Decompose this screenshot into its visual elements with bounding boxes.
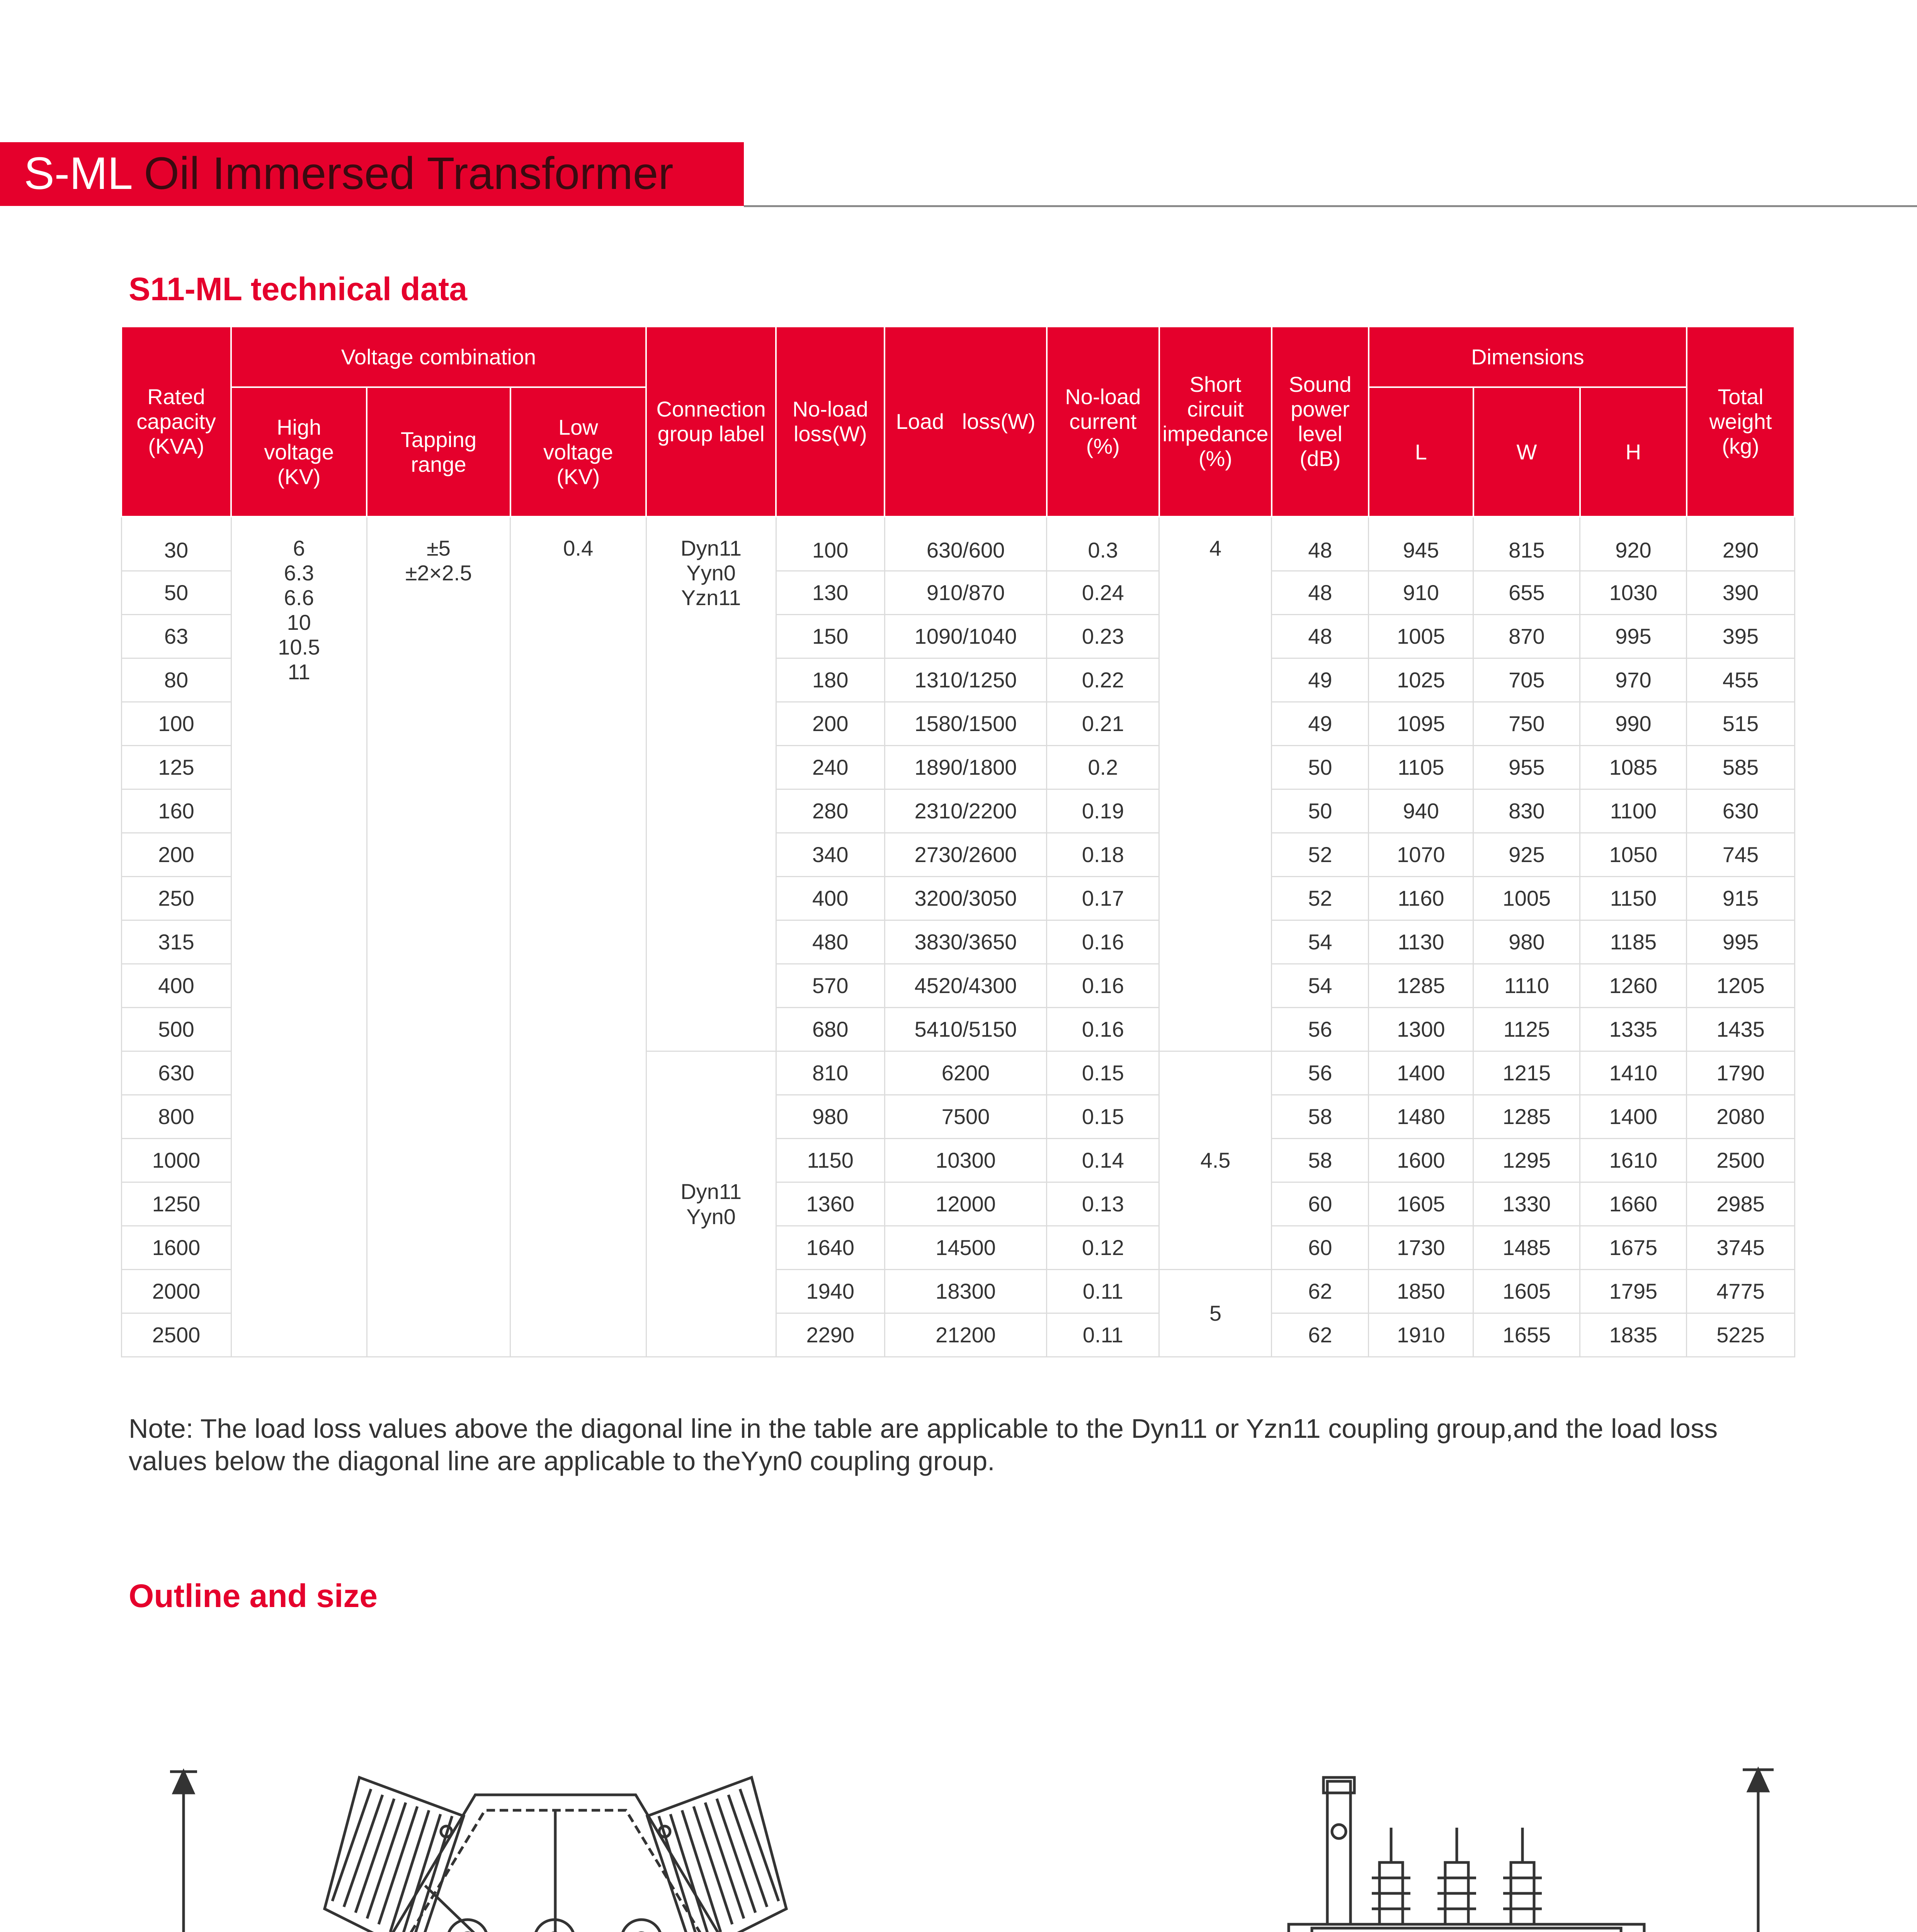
table-cell: 1100 (1580, 789, 1687, 833)
table-cell: 980 (776, 1095, 885, 1138)
outline-heading: Outline and size (129, 1578, 378, 1614)
cell-line: (KVA) (148, 434, 204, 458)
table-cell: 1085 (1580, 745, 1687, 789)
table-cell: 1185 (1580, 920, 1687, 964)
cell-line: (KV) (556, 464, 600, 489)
table-cell: 990 (1580, 702, 1687, 745)
table-cell: 1295 (1473, 1138, 1580, 1182)
table-cell: 0.15 (1047, 1095, 1159, 1138)
cell-line: ±5 (427, 536, 451, 560)
table-cell: 1205 (1687, 964, 1795, 1007)
table-cell: 0.18 (1047, 833, 1159, 876)
table-cell: 130 (776, 571, 885, 614)
table-cell: 980 (1473, 920, 1580, 964)
cell-line: capacity (136, 409, 216, 434)
cell-line: Yzn11 (681, 585, 741, 610)
table-cell: 1335 (1580, 1007, 1687, 1051)
table-cell: 0.11 (1047, 1269, 1159, 1313)
cell-line: voltage (264, 439, 334, 464)
cell-line: power (1291, 397, 1350, 421)
table-cell: 630 (1687, 789, 1795, 833)
table-cell: 910 (1369, 571, 1473, 614)
table-cell: 1095 (1369, 702, 1473, 745)
header-connection (646, 327, 776, 517)
table-cell: 2985 (1687, 1182, 1795, 1226)
cell-line: 11 (287, 660, 310, 684)
table-cell: 80 (121, 658, 231, 702)
table-cell: 0.13 (1047, 1182, 1159, 1226)
top-view-drawing (116, 1739, 889, 1932)
table-cell: 52 (1272, 833, 1369, 876)
table-cell: 915 (1687, 876, 1795, 920)
table-cell: 1005 (1473, 876, 1580, 920)
table-cell: 280 (776, 789, 885, 833)
cell-impedance-4 (1159, 517, 1272, 1051)
table-cell: 5410/5150 (885, 1007, 1047, 1051)
table-cell: 400 (121, 964, 231, 1007)
table-cell: 390 (1687, 571, 1795, 614)
header-dimensions: Dimensions (1369, 327, 1687, 387)
cell-line: level (1298, 422, 1342, 446)
cell-tapping-values (367, 517, 510, 1357)
table-cell: 1030 (1580, 571, 1687, 614)
table-cell: 54 (1272, 964, 1369, 1007)
table-cell: 240 (776, 745, 885, 789)
vent-pipe (1327, 1781, 1351, 1924)
table-cell: 1660 (1580, 1182, 1687, 1226)
cell-capacity: 30 (121, 517, 231, 571)
table-cell: 54 (1272, 920, 1369, 964)
table-cell: 995 (1687, 920, 1795, 964)
bushing-3 (1503, 1828, 1542, 1924)
table-cell: 21200 (885, 1313, 1047, 1357)
table-cell: 0.14 (1047, 1138, 1159, 1182)
page-title-text: Oil Immersed Transformer (144, 148, 674, 199)
table-cell: 680 (776, 1007, 885, 1051)
table-cell: 56 (1272, 1051, 1369, 1095)
cell-line: 6 (293, 536, 305, 560)
cell-line: 0.4 (563, 536, 594, 560)
cell-line: 6.3 (284, 561, 314, 585)
table-cell: 515 (1687, 702, 1795, 745)
table-cell: 0.22 (1047, 658, 1159, 702)
cell-line: 10 (287, 610, 311, 634)
table-cell: 1605 (1369, 1182, 1473, 1226)
table-cell: 48 (1272, 614, 1369, 658)
table-cell: 0.16 (1047, 920, 1159, 964)
table-cell: 62 (1272, 1269, 1369, 1313)
table-cell: 810 (776, 1051, 885, 1095)
table-cell: 58 (1272, 1138, 1369, 1182)
table-cell: 1485 (1473, 1226, 1580, 1269)
table-cell: 815 (1473, 517, 1580, 571)
table-cell: 1600 (1369, 1138, 1473, 1182)
table-cell: 56 (1272, 1007, 1369, 1051)
table-cell: 1400 (1580, 1095, 1687, 1138)
table-cell: 125 (121, 745, 231, 789)
table-cell: 970 (1580, 658, 1687, 702)
table-cell: 150 (776, 614, 885, 658)
table-cell: 1940 (776, 1269, 885, 1313)
cell-line: group label (657, 422, 765, 446)
cell-line: ±2×2.5 (405, 561, 472, 585)
table-cell: 630/600 (885, 517, 1047, 571)
cell-line: (KV) (277, 464, 321, 489)
table-cell: 920 (1580, 517, 1687, 571)
table-cell: 1655 (1473, 1313, 1580, 1357)
table-cell: 1005 (1369, 614, 1473, 658)
cell-line: current (1069, 409, 1137, 434)
table-cell: 0.23 (1047, 614, 1159, 658)
header-voltage-combination: Voltage combination (231, 327, 646, 387)
cell-line: Total (1718, 384, 1764, 409)
header-high-voltage (231, 387, 367, 517)
table-cell: 1110 (1473, 964, 1580, 1007)
table-cell: 1435 (1687, 1007, 1795, 1051)
table-cell: 1150 (1580, 876, 1687, 920)
table-cell: 1790 (1687, 1051, 1795, 1095)
header-total-weight (1687, 327, 1795, 517)
table-cell: 0.15 (1047, 1051, 1159, 1095)
technical-data-heading: S11-ML technical data (129, 271, 468, 307)
table-cell: 1125 (1473, 1007, 1580, 1051)
table-cell: 1730 (1369, 1226, 1473, 1269)
table-cell: 0.19 (1047, 789, 1159, 833)
table-cell: 200 (776, 702, 885, 745)
w-arrow-top (174, 1772, 193, 1793)
table-cell: 1795 (1580, 1269, 1687, 1313)
table-cell: 940 (1369, 789, 1473, 833)
table-cell: 60 (1272, 1226, 1369, 1269)
table-cell: 52 (1272, 876, 1369, 920)
table-cell: 0.21 (1047, 702, 1159, 745)
table-cell: 1835 (1580, 1313, 1687, 1357)
table-cell: 1250 (121, 1182, 231, 1226)
table-cell: 1605 (1473, 1269, 1580, 1313)
cell-line: No-load (792, 397, 868, 421)
table-cell: 49 (1272, 658, 1369, 702)
side-view-drawing (1198, 1739, 1855, 1932)
table-cell: 160 (121, 789, 231, 833)
technical-data-table (121, 326, 1795, 1357)
table-cell: 955 (1473, 745, 1580, 789)
table-cell: 2310/2200 (885, 789, 1047, 833)
table-cell: 0.2 (1047, 745, 1159, 789)
cell-impedance-4-5: 4.5 (1159, 1051, 1272, 1269)
cell-line: Yyn0 (686, 1204, 736, 1229)
table-cell: 63 (121, 614, 231, 658)
header-tapping-range (367, 387, 510, 517)
table-cell: 1000 (121, 1138, 231, 1182)
table-cell: 1360 (776, 1182, 885, 1226)
header-rated-capacity (121, 327, 231, 517)
table-cell: 830 (1473, 789, 1580, 833)
cell-line: 10.5 (278, 635, 320, 659)
cell-line: Rated (147, 384, 205, 409)
table-cell: 1580/1500 (885, 702, 1047, 745)
table-cell: 50 (121, 571, 231, 614)
header-short-circuit-impedance (1159, 327, 1272, 517)
table-cell: 0.12 (1047, 1226, 1159, 1269)
table-cell: 500 (121, 1007, 231, 1051)
table-cell: 10300 (885, 1138, 1047, 1182)
table-cell: 630 (121, 1051, 231, 1095)
cell-line: loss(W) (793, 422, 867, 446)
cell-connection-group-1 (646, 517, 776, 1051)
cell-line: Dyn11 (680, 1179, 742, 1204)
header-sound-power (1272, 327, 1369, 517)
table-cell: 12000 (885, 1182, 1047, 1226)
cell-line: Dyn11 (680, 536, 742, 560)
table-cell: 400 (776, 876, 885, 920)
table-cell: 0.16 (1047, 964, 1159, 1007)
table-note: Note: The load loss values above the diagonal line in the table are applicable to the Dyn11 or Yzn11 coupling group,and the load loss values below the diagonal line are applicable to theYyn0 coupling group. (129, 1413, 1718, 1476)
page-title-prefix: S-ML (24, 148, 131, 199)
table-cell: 60 (1272, 1182, 1369, 1226)
table-cell: 1400 (1369, 1051, 1473, 1095)
cell-impedance-5: 5 (1159, 1269, 1272, 1357)
table-cell: 2000 (121, 1269, 231, 1313)
table-cell: 870 (1473, 614, 1580, 658)
header-load-loss: Load loss(W) (885, 327, 1047, 517)
table-cell: 48 (1272, 517, 1369, 571)
table-cell: 49 (1272, 702, 1369, 745)
table-cell: 1090/1040 (885, 614, 1047, 658)
cell-high-voltage-values (231, 517, 367, 1357)
cell-line: Connection (656, 397, 766, 421)
table-cell: 1480 (1369, 1095, 1473, 1138)
cell-line: circuit (1187, 397, 1244, 421)
cell-line: Sound (1289, 372, 1352, 396)
table-cell: 1285 (1369, 964, 1473, 1007)
cell-line: (%) (1086, 434, 1120, 458)
cell-line: (dB) (1300, 446, 1341, 471)
table-cell: 995 (1580, 614, 1687, 658)
table-cell: 200 (121, 833, 231, 876)
cell-line: (kg) (1722, 434, 1759, 458)
table-cell: 48 (1272, 571, 1369, 614)
table-cell: 1610 (1580, 1138, 1687, 1182)
cell-line: weight (1709, 409, 1772, 434)
table-cell: 0.24 (1047, 571, 1159, 614)
table-cell: 1285 (1473, 1095, 1580, 1138)
hv-bushing-3 (621, 1920, 662, 1932)
cell-low-voltage-value (510, 517, 646, 1357)
table-cell: 1850 (1369, 1269, 1473, 1313)
cell-line: 4 (1209, 536, 1221, 560)
bushing-2 (1437, 1828, 1476, 1924)
table-cell: 58 (1272, 1095, 1369, 1138)
table-cell: 1910 (1369, 1313, 1473, 1357)
table-cell: 1160 (1369, 876, 1473, 920)
table-cell: 1600 (121, 1226, 231, 1269)
table-cell: 100 (121, 702, 231, 745)
table-cell: 1890/1800 (885, 745, 1047, 789)
cell-line: voltage (543, 439, 613, 464)
table-cell: 6200 (885, 1051, 1047, 1095)
table-cell: 50 (1272, 745, 1369, 789)
table-cell: 3745 (1687, 1226, 1795, 1269)
table-cell: 0.16 (1047, 1007, 1159, 1051)
table-cell: 910/870 (885, 571, 1047, 614)
table-cell: 480 (776, 920, 885, 964)
table-cell: 0.17 (1047, 876, 1159, 920)
table-row (121, 517, 1795, 571)
table-cell: 1050 (1580, 833, 1687, 876)
table-cell: 1130 (1369, 920, 1473, 964)
table-cell: 2730/2600 (885, 833, 1047, 876)
table-cell: 455 (1687, 658, 1795, 702)
table-cell: 395 (1687, 614, 1795, 658)
table-cell: 705 (1473, 658, 1580, 702)
table-cell: 925 (1473, 833, 1580, 876)
table-cell: 1150 (776, 1138, 885, 1182)
table-cell: 1025 (1369, 658, 1473, 702)
header-dimension-h: H (1580, 387, 1687, 517)
header-no-load-current (1047, 327, 1159, 517)
table-cell: 2290 (776, 1313, 885, 1357)
header-low-voltage (510, 387, 646, 517)
table-cell: 1640 (776, 1226, 885, 1269)
table-cell: 585 (1687, 745, 1795, 789)
header-rule (744, 205, 1917, 207)
table-cell: 7500 (885, 1095, 1047, 1138)
cell-line: (%) (1198, 446, 1232, 471)
table-cell: 1215 (1473, 1051, 1580, 1095)
table-cell: 1260 (1580, 964, 1687, 1007)
table-cell: 570 (776, 964, 885, 1007)
table-cell: 4520/4300 (885, 964, 1047, 1007)
table-cell: 745 (1687, 833, 1795, 876)
table-cell: 2080 (1687, 1095, 1795, 1138)
table-cell: 50 (1272, 789, 1369, 833)
table-cell: 14500 (885, 1226, 1047, 1269)
table-cell: 1070 (1369, 833, 1473, 876)
tank-body (1312, 1928, 1621, 1932)
cell-line: Yyn0 (686, 561, 736, 585)
cell-line: Tapping (400, 427, 477, 452)
h-arrow-top (1749, 1770, 1768, 1791)
page-title (24, 145, 674, 202)
table-cell: 2500 (1687, 1138, 1795, 1182)
cell-line: No-load (1065, 384, 1141, 409)
table-cell: 62 (1272, 1313, 1369, 1357)
cell-line: 6.6 (284, 585, 314, 610)
table-cell: 250 (121, 876, 231, 920)
table-cell: 1105 (1369, 745, 1473, 789)
cell-line: range (411, 452, 466, 476)
table-cell: 340 (776, 833, 885, 876)
table-cell: 0.11 (1047, 1313, 1159, 1357)
cell-line: High (277, 415, 321, 439)
table-cell: 1410 (1580, 1051, 1687, 1095)
table-cell: 0.3 (1047, 517, 1159, 571)
cell-line: Short (1189, 372, 1242, 396)
table-cell: 2500 (121, 1313, 231, 1357)
header-dimension-l: L (1369, 387, 1473, 517)
table-cell: 5225 (1687, 1313, 1795, 1357)
table-cell: 1310/1250 (885, 658, 1047, 702)
cell-connection-group-2 (646, 1051, 776, 1357)
table-cell: 1300 (1369, 1007, 1473, 1051)
table-cell: 3830/3650 (885, 920, 1047, 964)
table-cell: 180 (776, 658, 885, 702)
table-cell: 4775 (1687, 1269, 1795, 1313)
table-cell: 1675 (1580, 1226, 1687, 1269)
table-cell: 655 (1473, 571, 1580, 614)
table-cell: 800 (121, 1095, 231, 1138)
table-cell: 18300 (885, 1269, 1047, 1313)
table-cell: 290 (1687, 517, 1795, 571)
table-cell: 3200/3050 (885, 876, 1047, 920)
table-cell: 1330 (1473, 1182, 1580, 1226)
table-cell: 750 (1473, 702, 1580, 745)
table-cell: 100 (776, 517, 885, 571)
header-dimension-w: W (1473, 387, 1580, 517)
cell-line: impedance (1162, 422, 1269, 446)
header-no-load-loss (776, 327, 885, 517)
bushing-1 (1372, 1828, 1410, 1924)
table-cell: 945 (1369, 517, 1473, 571)
cell-line: Low (558, 415, 598, 439)
table-cell: 315 (121, 920, 231, 964)
